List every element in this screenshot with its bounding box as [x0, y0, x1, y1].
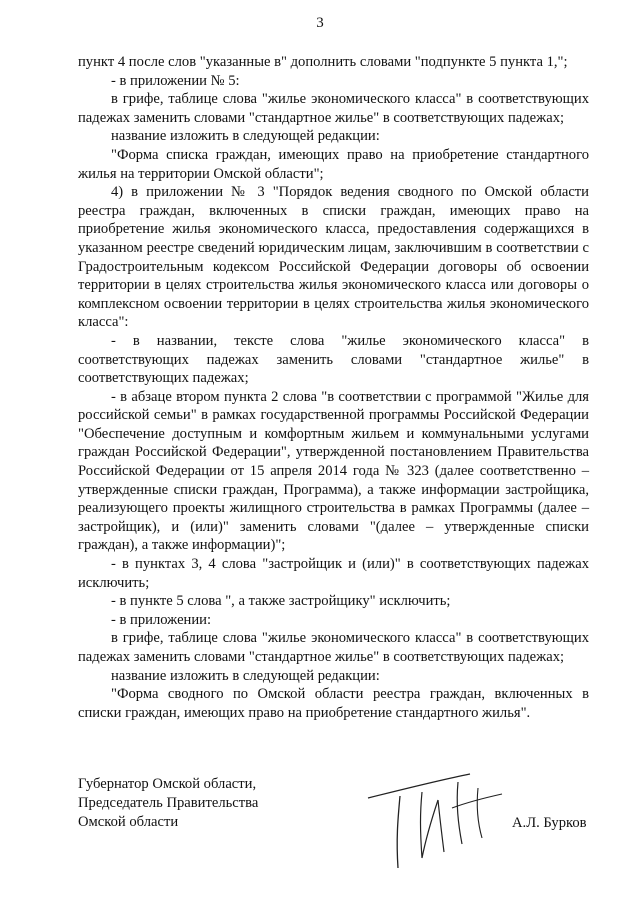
- paragraph: - в пунктах 3, 4 слова "застройщик и (или)" в соответствующих падежах исключить;: [78, 556, 589, 591]
- paragraph: пункт 4 после слов "указанные в" дополнить словами "подпункте 5 пункта 1,";: [78, 54, 568, 70]
- paragraph: - в приложении:: [111, 611, 212, 628]
- paragraph: - в приложении № 5:: [111, 72, 240, 89]
- document-body: [78, 53, 589, 722]
- paragraph: 4) в приложении № 3 "Порядок ведения сводного по Омской области реестра граждан, включенных в списки граждан, имеющих право на приобретение жилья экономического класса, предоставления содержащихся в указанном реестре сведений юридическим лицам, заключившим в соответствии с Градостроительным кодексом Российской Федерации договоры об освоении территории в целях строительства жилья экономического класса или договоры о комплексном освоении территории в целях строительства жилья экономического класса":: [78, 184, 589, 331]
- paragraph: в грифе, таблице слова "жилье экономического класса" в соответствующих падежах заменить словами "стандартное жилье" в соответствующих падежах;: [78, 91, 589, 126]
- paragraph: - в названии, тексте слова "жилье экономического класса" в соответствующих падежах заменить словами "стандартное жилье" в соответствующих падежах;: [78, 332, 589, 387]
- signer-name: А.Л. Бурков: [512, 815, 587, 831]
- paragraph: название изложить в следующей редакции:: [111, 128, 380, 145]
- paragraph: - в абзаце втором пункта 2 слова "в соответствии с программой "Жилье для российской семьи" в рамках государственной программы Российской Федерации "Обеспечение доступным и комфортным жильем и коммунальными услугами граждан Российской Федерации", утвержденной постановлением Правительства Российской Федерации от 15 апреля 2014 года № 323 (далее соответственно – утвержденные списки граждан, Программа), а также информации застройщика, реализующего проекты жилищного строительства в рамках Программы (далее – застройщик), и (или)" заменить словами "(далее – утвержденные списки граждан), а также информации)";: [78, 388, 589, 554]
- paragraph: - в пункте 5 слова ", а также застройщику" исключить;: [111, 593, 451, 610]
- position-line: Председатель Правительства: [78, 795, 259, 811]
- handwritten-signature: [360, 768, 510, 873]
- paragraph: "Форма списка граждан, имеющих право на приобретение стандартного жилья на территории Омской области";: [78, 146, 589, 182]
- paragraph: в грифе, таблице слова "жилье экономического класса" в соответствующих падежах заменить словами "стандартное жилье" в соответствующих падежах;: [78, 630, 589, 665]
- position-line: Омской области: [78, 814, 179, 830]
- position-line: Губернатор Омской области,: [78, 776, 257, 792]
- paragraph: "Форма сводного по Омской области реестра граждан, включенных в списки граждан, имеющих право на приобретение стандартного жилья".: [78, 686, 589, 721]
- paragraph: название изложить в следующей редакции:: [111, 667, 380, 684]
- signatory-position: [78, 775, 328, 832]
- page-number: 3: [316, 15, 324, 31]
